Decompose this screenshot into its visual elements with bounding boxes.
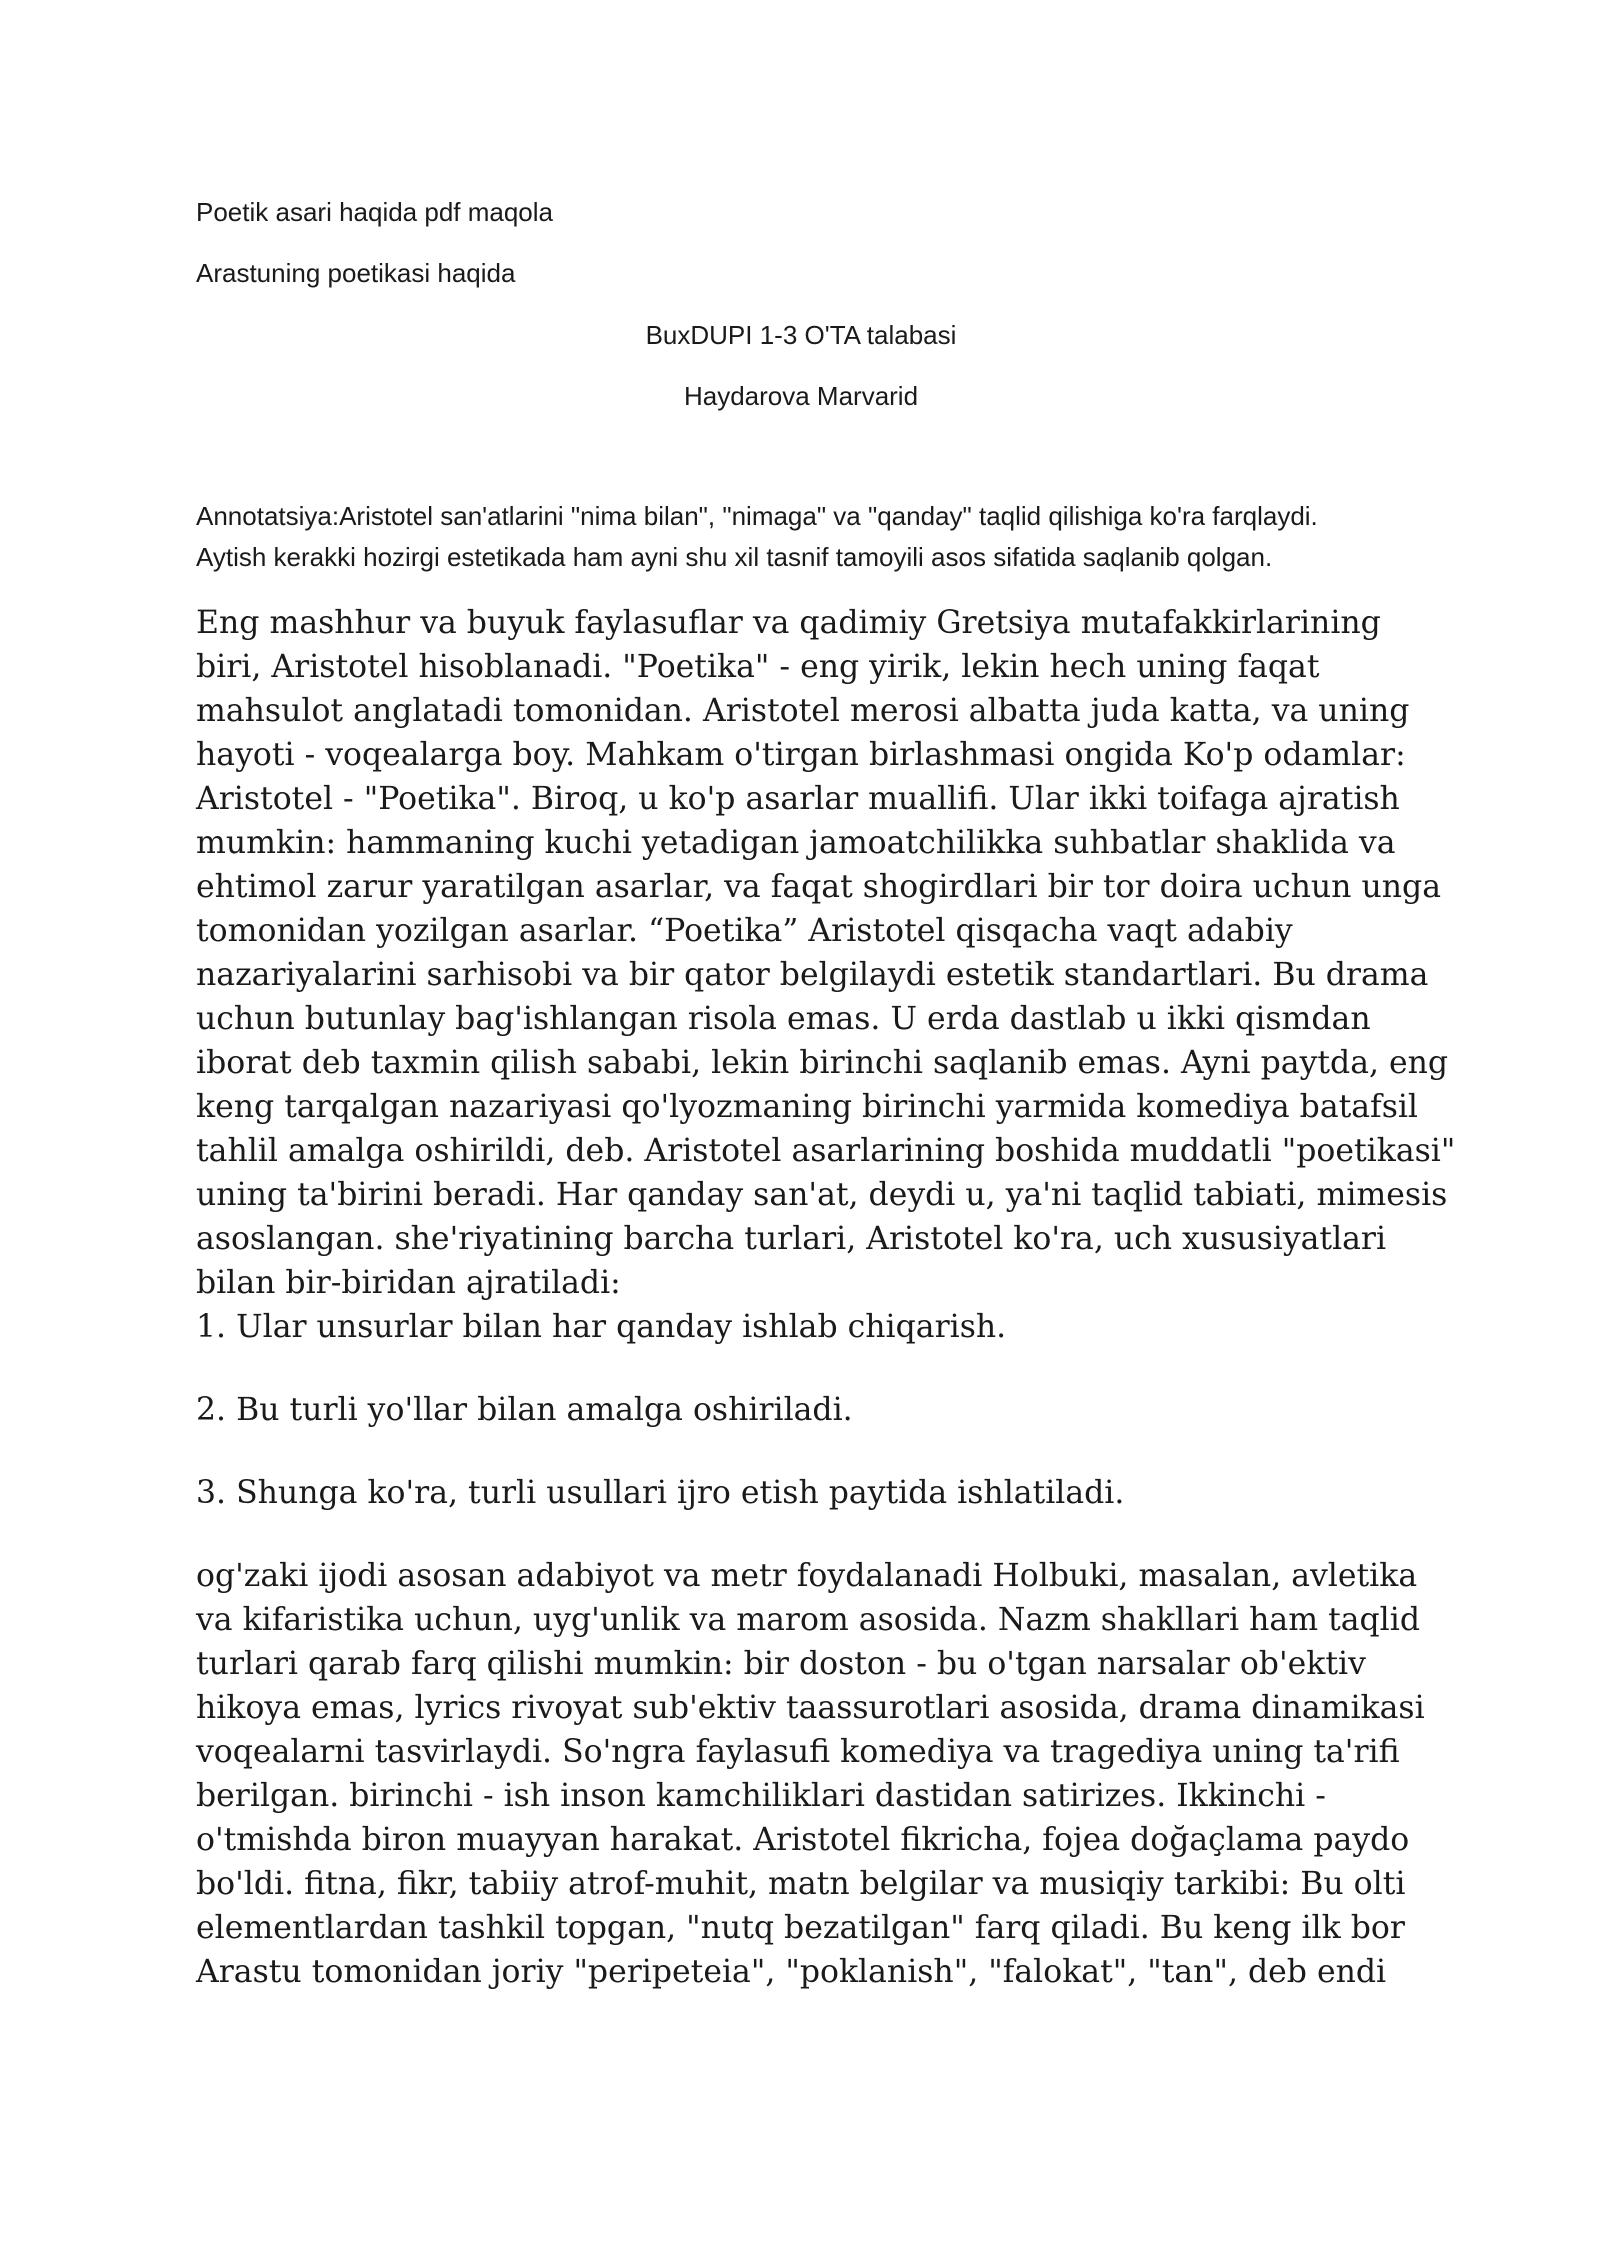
body-line: biri, Aristotel hisoblanadi. "Poetika" - eng yirik, lekin hech uning faqat [196, 649, 1320, 685]
body-line: turlari qarab farq qilishi mumkin: bir doston - bu o'tgan narsalar ob'ektiv [196, 1646, 1366, 1682]
list-item-3: 3. Shunga ko'ra, turli usullari ijro etish paytida ishlatiladi. [196, 1475, 1125, 1511]
body-line: og'zaki ijodi asosan adabiyot va metr foydalanadi Holbuki, masalan, avletika [196, 1558, 1418, 1594]
list-item-1: 1. Ular unsurlar bilan har qanday ishlab chiqarish. [196, 1309, 1007, 1345]
body-line: hayoti - voqealarga boy. Mahkam o'tirgan birlashmasi ongida Ko'p odamlar: [196, 737, 1406, 773]
annotation-line: Aytish kerakki hozirgi estetikada ham ayni shu xil tasnif tamoyili asos sifatida saqlanib qolgan. [196, 542, 1273, 572]
body-line: tomonidan yozilgan asarlar. “Poetika” Aristotel qisqacha vaqt adabiy [196, 913, 1293, 949]
body-line: uning ta'birini beradi. Har qanday san'at, deydi u, ya'ni taqlid tabiati, mimesis [196, 1177, 1448, 1213]
body-line: nazariyalarini sarhisobi va bir qator belgilaydi estetik standartlari. Bu drama [196, 957, 1429, 993]
body-line: mahsulot anglatadi tomonidan. Aristotel merosi albatta juda katta, va uning [196, 693, 1410, 729]
body-line: bo'ldi. fitna, fikr, tabiiy atrof-muhit, matn belgilar va musiqiy tarkibi: Bu olti [196, 1866, 1406, 1902]
body-line: tahlil amalga oshirildi, deb. Aristotel asarlarining boshida muddatli "poetikasi" [196, 1133, 1456, 1169]
body-line: mumkin: hammaning kuchi yetadigan jamoatchilikka suhbatlar shaklida va [196, 825, 1396, 861]
header-line-2: Arastuning poetikasi haqida [196, 258, 516, 288]
header-line-1: Poetik asari haqida pdf maqola [196, 197, 554, 227]
body-line: ehtimol zarur yaratilgan asarlar, va faqat shogirdlari bir tor doira uchun unga [196, 869, 1442, 905]
body-line: asoslangan. she'riyatining barcha turlari, Aristotel ko'ra, uch xususiyatlari [196, 1221, 1387, 1257]
list-item-2: 2. Bu turli yo'llar bilan amalga oshiriladi. [196, 1392, 853, 1428]
author-affiliation: BuxDUPI 1-3 O'TA talabasi [645, 320, 957, 350]
body-line: uchun butunlay bag'ishlangan risola emas. U erda dastlab u ikki qismdan [196, 1001, 1371, 1037]
body-line: berilgan. birinchi - ish inson kamchiliklari dastidan satirizes. Ikkinchi - [196, 1778, 1326, 1814]
body-line: hikoya emas, lyrics rivoyat sub'ektiv taassurotlari asosida, drama dinamikasi [196, 1690, 1425, 1726]
body-line: Aristotel - "Poetika". Biroq, u ko'p asarlar muallifi. Ular ikki toifaga ajratish [196, 781, 1400, 817]
body-line: elementlardan tashkil topgan, "nutq bezatilgan" farq qiladi. Bu keng ilk bor [196, 1910, 1405, 1946]
annotation-line: Annotatsiya:Aristotel san'atlarini "nima bilan", "nimaga" va "qanday" taqlid qilishiga ko'ra farqlaydi. [196, 501, 1318, 531]
body-line: o'tmishda biron muayyan harakat. Aristotel fikricha, fojea doğaçlama paydo [196, 1822, 1410, 1858]
body-line: voqealarni tasvirlaydi. So'ngra faylasufi komediya va tragediya uning ta'rifi [196, 1734, 1400, 1770]
body-line: Eng mashhur va buyuk faylasuflar va qadimiy Gretsiya mutafakkirlarining [196, 605, 1381, 641]
body-line: Arastu tomonidan joriy "peripeteia", "poklanish", "falokat", "tan", deb endi [196, 1954, 1387, 1990]
body-line: va kifaristika uchun, uyg'unlik va marom asosida. Nazm shakllari ham taqlid [196, 1602, 1420, 1638]
body-line: bilan bir-biridan ajratiladi: [196, 1265, 621, 1301]
author-name: Haydarova Marvarid [683, 381, 919, 411]
body-line: keng tarqalgan nazariyasi qo'lyozmaning birinchi yarmida komediya batafsil [196, 1089, 1419, 1125]
body-line: iborat deb taxmin qilish sababi, lekin birinchi saqlanib emas. Ayni paytda, eng [196, 1045, 1449, 1081]
